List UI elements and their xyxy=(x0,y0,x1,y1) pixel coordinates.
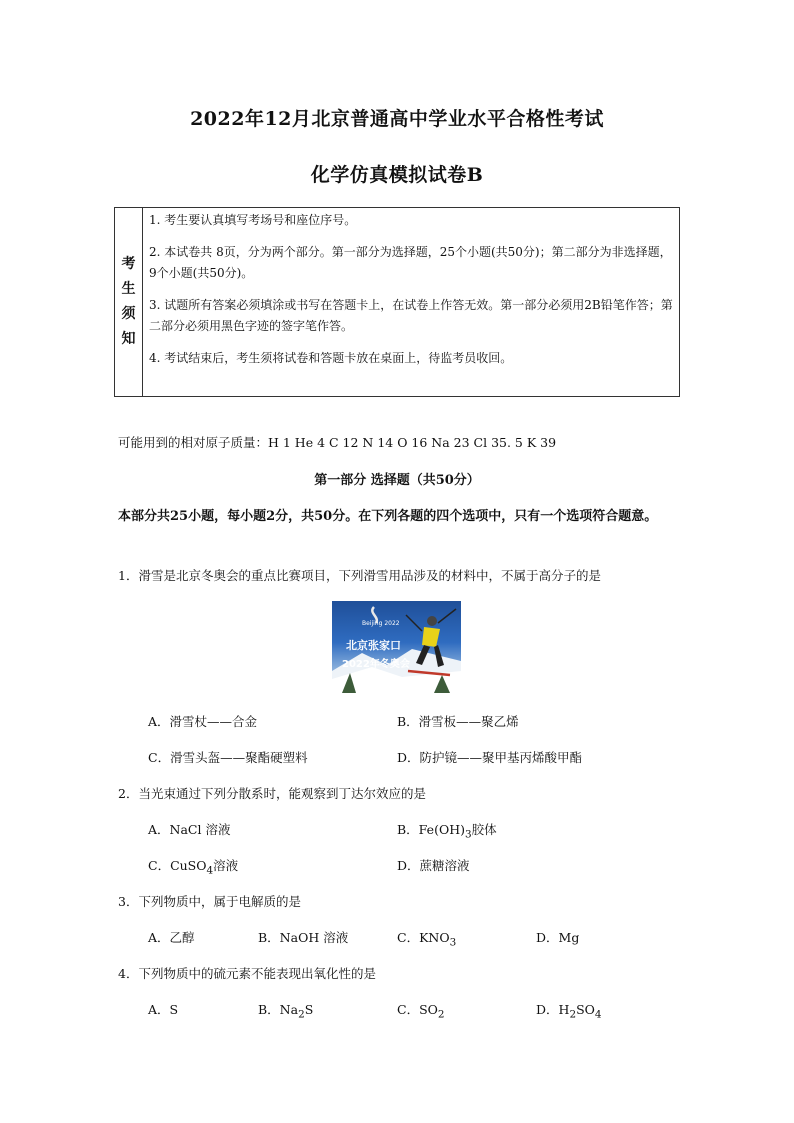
subscript: 2 xyxy=(298,1008,305,1021)
q1-option-b: B．滑雪板——聚乙烯 xyxy=(397,714,519,729)
ski-photo-art xyxy=(332,601,461,693)
q4-option-d-mid: SO xyxy=(576,1002,595,1017)
q3-option-c xyxy=(397,928,456,949)
q4-option-d xyxy=(536,1000,602,1021)
notice-item: 4. 考试结束后，考生须将试卷和答题卡放在桌面上，待监考员收回。 xyxy=(149,351,513,365)
notice-label-char: 知 xyxy=(121,331,136,347)
subscript: 4 xyxy=(206,864,214,877)
q3-option-b: B．NaOH 溶液 xyxy=(258,930,349,945)
notice-label-char: 须 xyxy=(121,306,136,322)
notice-label-char: 生 xyxy=(121,281,136,297)
q4-option-b-text: B．Na xyxy=(258,1002,299,1017)
q4-option-b-tail: S xyxy=(304,1002,314,1017)
notice-item: 3. 试题所有答案必须填涂或书写在答题卡上，在试卷上作答无效。第一部分必须用2B铅笔作答；第二部分必须用黑色字迹的签字笔作答。 xyxy=(149,298,673,333)
notice-item: 2. 本试卷共 8页，分为两个部分。第一部分为选择题，25个小题(共50分)；第二部分为非选择题，9个小题(共50分)。 xyxy=(149,245,672,280)
atomic-masses-line: 可能用到的相对原子质量：H 1 He 4 C 12 N 14 O 16 Na 23 Cl 35. 5 K 39 xyxy=(118,435,557,450)
q4-option-b xyxy=(258,1000,313,1021)
q1-option-d: D．防护镜——聚甲基丙烯酸甲酯 xyxy=(397,750,583,765)
q2-option-b xyxy=(397,820,497,841)
q1-option-c: C．滑雪头盔——聚酯硬塑料 xyxy=(148,750,308,765)
q1-option-a: A．滑雪杖——合金 xyxy=(148,714,258,729)
subscript: 3 xyxy=(464,828,472,841)
q2-option-d: D．蔗糖溶液 xyxy=(397,858,470,873)
subscript: 4 xyxy=(594,1008,602,1021)
subscript: 2 xyxy=(437,1008,445,1021)
q4-option-c xyxy=(397,1000,445,1021)
question-2-stem: 2．当光束通过下列分散系时，能观察到丁达尔效应的是 xyxy=(118,786,426,801)
notice-label xyxy=(115,208,143,396)
part-title: 第一部分 选择题（共50分） xyxy=(314,473,480,488)
subscript: 3 xyxy=(449,936,457,949)
q3-option-d: D．Mg xyxy=(536,930,580,945)
part-description: 本部分共25小题，每小题2分，共50分。在下列各题的四个选项中，只有一个选项符合题意。 xyxy=(118,509,658,524)
q2-option-b-tail: 胶体 xyxy=(471,822,497,837)
q2-option-c xyxy=(148,856,238,877)
exam-subtitle: 化学仿真模拟试卷B xyxy=(310,164,484,186)
exam-title: 2022年12月北京普通高中学业水平合格性考试 xyxy=(190,108,604,130)
photo-sign-line2: 2022年冬奥会 xyxy=(342,659,410,670)
q4-option-d-text: D．H xyxy=(536,1002,570,1017)
question-3-stem: 3．下列物质中，属于电解质的是 xyxy=(118,894,301,909)
q2-option-b-text: B．Fe(OH) xyxy=(397,822,465,837)
photo-logo-text: Beijing 2022 xyxy=(362,620,400,627)
ski-photo xyxy=(332,601,461,693)
q4-option-a: A．S xyxy=(148,1002,179,1017)
photo-sign-line1: 北京张家口 xyxy=(346,639,401,652)
question-1-stem: 1．滑雪是北京冬奥会的重点比赛项目，下列滑雪用品涉及的材料中，不属于高分子的是 xyxy=(118,568,601,583)
notice-label-char: 考 xyxy=(121,256,136,272)
q2-option-c-tail: 溶液 xyxy=(213,858,239,873)
notice-item: 1. 考生要认真填写考场号和座位序号。 xyxy=(149,213,357,227)
q2-option-c-text: C．CuSO xyxy=(148,858,207,873)
question-4-stem: 4．下列物质中的硫元素不能表现出氧化性的是 xyxy=(118,966,376,981)
q3-option-c-text: C．KNO xyxy=(397,930,450,945)
notice-items xyxy=(143,208,679,396)
q2-option-a: A．NaCl 溶液 xyxy=(148,822,231,837)
subscript: 2 xyxy=(569,1008,577,1021)
q4-option-c-text: C．SO xyxy=(397,1002,438,1017)
notice-box xyxy=(114,207,680,397)
q3-option-a: A．乙醇 xyxy=(148,930,195,945)
